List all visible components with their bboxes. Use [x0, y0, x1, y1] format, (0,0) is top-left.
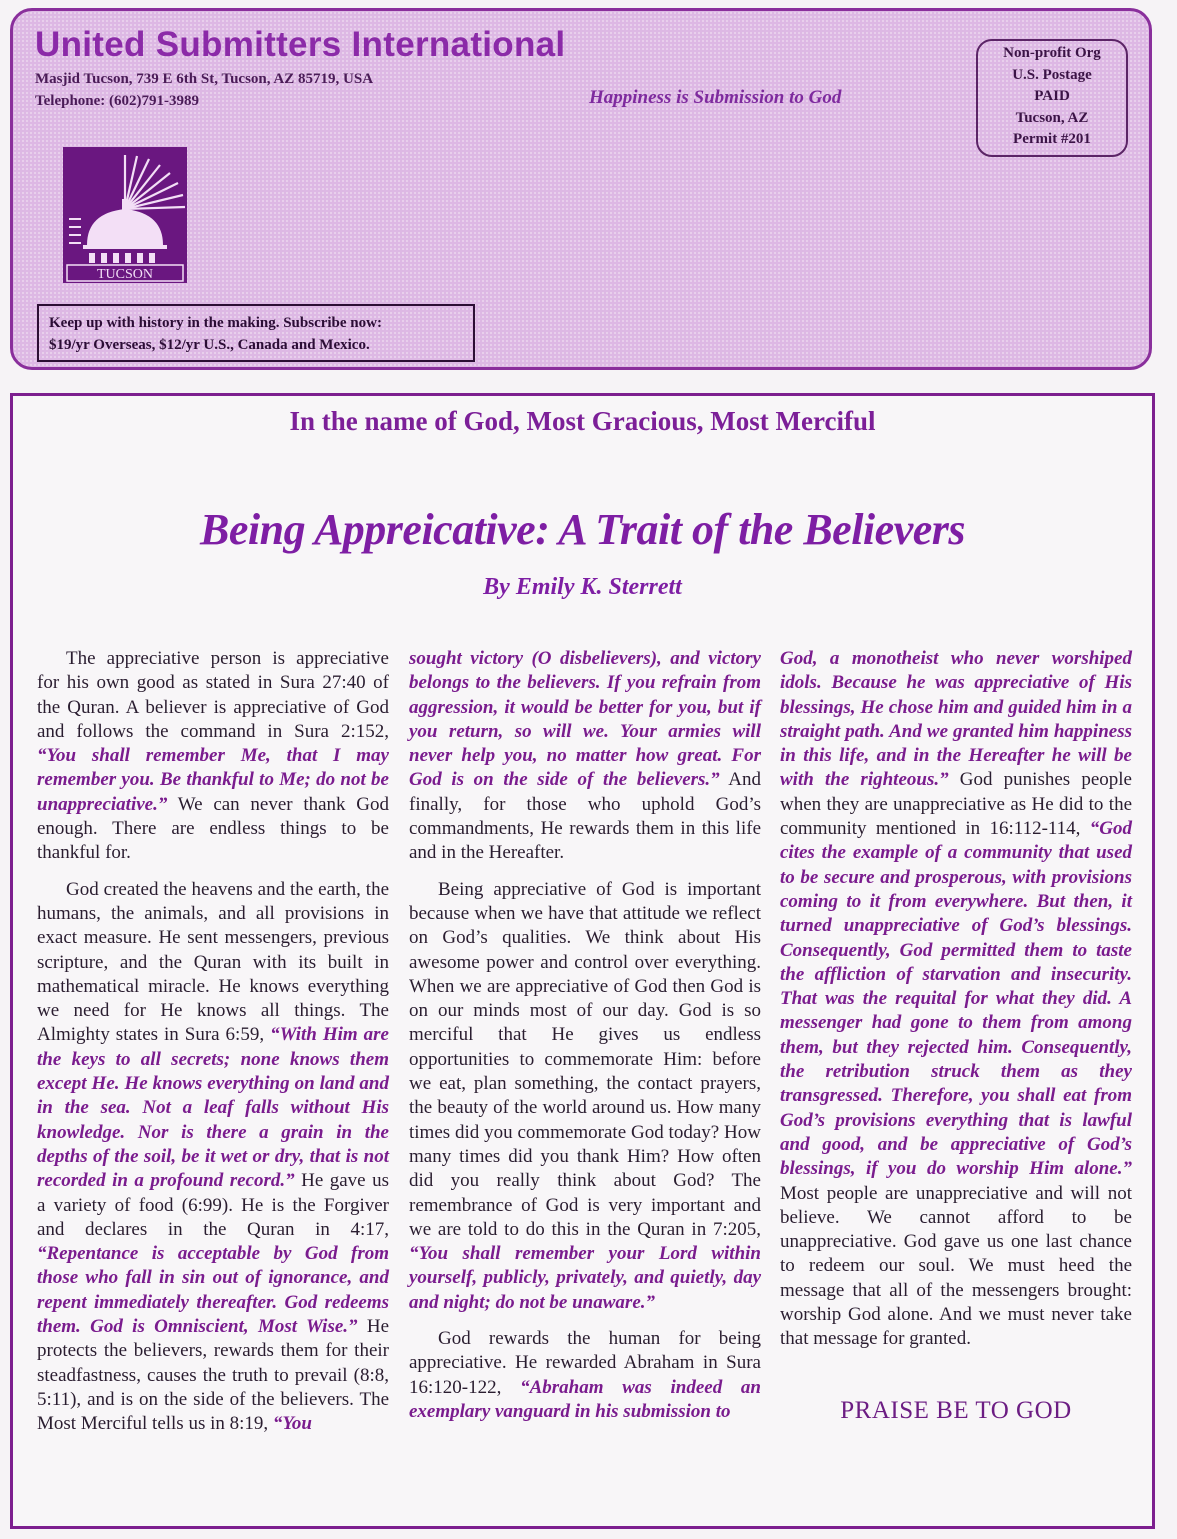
article-paragraph: [409, 647, 761, 866]
article-paragraph: [409, 878, 761, 1315]
postage-line: Tucson, AZ: [1015, 109, 1089, 126]
subscribe-price-line: $19/yr Overseas, $12/yr U.S., Canada and Mexico.: [49, 337, 370, 353]
body-text: Being appreciative of God is important because when we have that attitude we reflect on God’s qualities. We think about His awesome power and control over everything. When we are appreciative of God then God is on our minds most of our day. God is so merciful that He gives us endless opportunities to commemorate Him: before we eat, plan something, the contact prayers, the beauty of the world around us. How many times did you commemorate God today? How many times did you thank Him? How often did you really think about God? The remembrance of God is very important and we are told to do this in the Quran in 7:205,: [409, 878, 761, 1240]
article-byline: By Emily K. Sterrett: [483, 574, 682, 600]
masjid-dome-logo: [63, 147, 187, 283]
article-column-1: [37, 647, 389, 1449]
bismillah-heading: In the name of God, Most Gracious, Most Merciful: [289, 406, 876, 436]
article-frame: [10, 393, 1155, 1529]
article-column-2: [409, 647, 761, 1436]
body-text: God punishes people when they are unappreciative as He did to the community mentioned in 16:112-114,: [780, 769, 1132, 840]
body-text: We can never thank God enough. There are endless things to be thankful for.: [37, 793, 389, 864]
body-text: And finally, for those who uphold God’s commandments, He rewards them in this life and in the Hereafter.: [409, 769, 761, 864]
postage-line: Permit #201: [1013, 131, 1091, 147]
article-paragraph: [780, 647, 1132, 1352]
quran-quote: God, a monotheist who never worshiped idols. Because he was appreciative of His blessings, He chose him and guided him in a straight path. And we granted him happiness in this life, and in the Hereafter he will be with the righteous.”: [780, 648, 1132, 791]
closing-praise: PRAISE BE TO GOD: [840, 1397, 1072, 1424]
body-text: Most people are unappreciative and will not believe. We cannot afford to be unappreciative. God gave us one last chance to redeem our soul. We must heed the message that all of the messengers brought: worship God alone. And we must never take that message for granted.: [780, 1182, 1132, 1350]
quran-quote: “God cites the example of a community that used to be secure and prosperous, with provisions coming to it from everywhere. But then, it turned unappreciative of God’s blessings. Consequently, God permitted them to taste the affliction of starvation and insecurity. That was the requital for what they did. A messenger had gone to them from among them, but they rejected him. Consequently, the retribution struck them as they transgressed. Therefore, you shall eat from God’s provisions everything that is lawful and good, and be appreciative of God’s blessings, if you do worship Him alone.”: [780, 818, 1132, 1180]
body-text: God created the heavens and the earth, the humans, the animals, and all provisions in exact measure. He sent messengers, previous scripture, and the Quran with its built in mathematical miracle. He knows everything we need for He knows all things. The Almighty states in Sura 6:59,: [37, 878, 389, 1046]
article-paragraph: [37, 647, 389, 866]
subscribe-box: [37, 304, 475, 362]
contact-info: [35, 68, 373, 112]
postage-stamp: [976, 39, 1128, 157]
logo-text: TUCSON: [96, 267, 154, 282]
article-paragraph: [37, 878, 389, 1437]
postage-line: PAID: [1034, 88, 1070, 104]
quran-quote: “Repentance is acceptable by God from those who fall in sin out of ignorance, and repent immediately thereafter. God redeems them. God is Omniscient, Most Wise.”: [37, 1243, 389, 1338]
article-paragraph: [409, 1327, 761, 1424]
quran-quote: “With Him are the keys to all secrets; none knows them except He. He knows everything on land and in the sea. Not a leaf falls without His knowledge. Nor is there a grain in the depths of the soil, be it wet or dry, that is not recorded in a profound record.”: [37, 1024, 389, 1192]
quran-quote: “Abraham was indeed an exemplary vanguard in his submission to: [409, 1376, 761, 1422]
body-text: God rewards the human for being appreciative. He rewarded Abraham in Sura 16:120-122,: [409, 1328, 761, 1398]
org-name: United Submitters International: [35, 25, 566, 64]
address-line: Masjid Tucson, 739 E 6th St, Tucson, AZ 85719, USA: [35, 71, 374, 87]
quran-quote: “You shall remember Me, that I may remember you. Be thankful to Me; do not be unappreciative.”: [37, 745, 389, 815]
body-text: He gave us a variety of food (6:99). He is the Forgiver and declares in the Quran in 4:17,: [37, 1170, 389, 1240]
body-text: The appreciative person is appreciative for his own good as stated in Sura 27:40 of the Quran. A believer is appreciative of God and follows the command in Sura 2:152,: [37, 648, 389, 742]
postage-line: U.S. Postage: [1012, 66, 1092, 83]
quran-quote: “You shall remember your Lord within yourself, publicly, privately, and quietly, day and night; do not be unaware.”: [409, 1243, 761, 1313]
telephone-line: Telephone: (602)791-3989: [35, 93, 200, 109]
body-text: He protects the believers, rewards them for their steadfastness, causes the truth to prevail (8:8, 5:11), and is on the side of the believers. The Most Merciful tells us in 8:19,: [37, 1316, 390, 1435]
quran-quote: sought victory (O disbelievers), and victory belongs to the believers. If you refrain from aggression, it would be better for you, but if you return, so will we. Your armies will never help you, no matter how great. For God is on the side of the believers.”: [409, 648, 761, 791]
subscribe-line: Keep up with history in the making. Subscribe now:: [49, 315, 382, 331]
article-column-3: [780, 647, 1132, 1364]
postage-line: Non-profit Org: [1003, 45, 1101, 61]
tagline: Happiness is Submission to God: [589, 87, 842, 108]
article-title: Being Appreicative: A Trait of the Believers: [200, 505, 965, 554]
quran-quote: “You: [272, 1413, 312, 1435]
mailing-header: [10, 8, 1152, 370]
